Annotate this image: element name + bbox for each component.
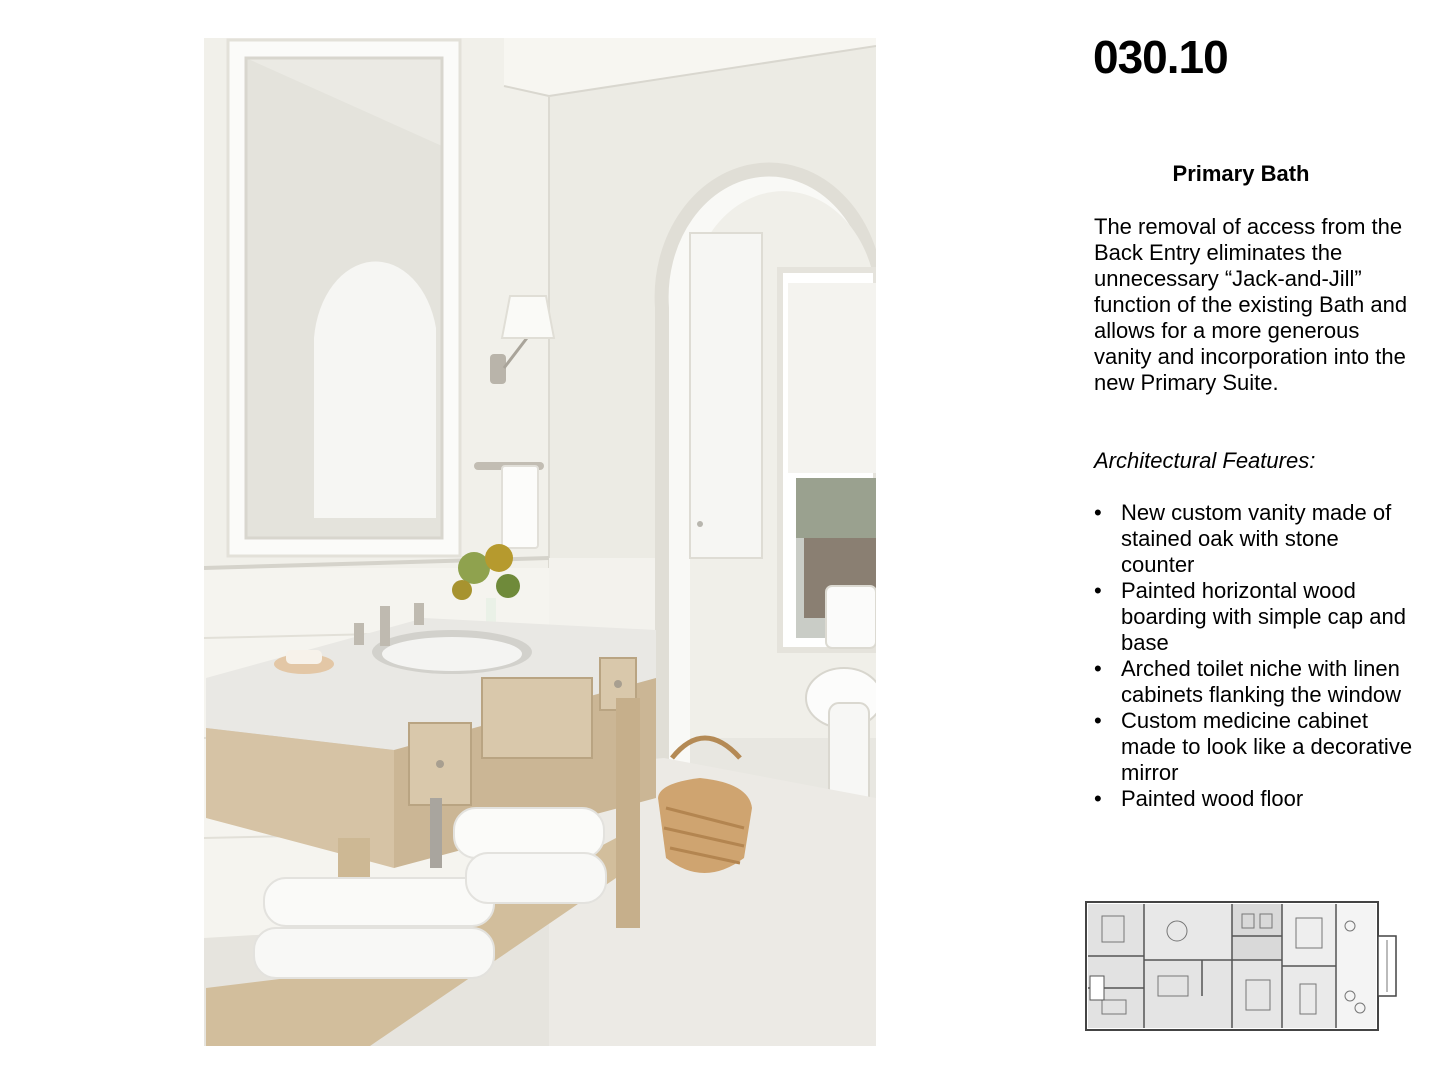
list-item bbox=[1094, 656, 1414, 708]
list-item bbox=[1094, 578, 1414, 656]
description-paragraph: The removal of access from the Back Entry eliminates the unnecessary “Jack-and-Jill” function of the existing Bath and allows for a more generous vanity and incorporation into the new Primary Suite. bbox=[1094, 214, 1408, 395]
feature-text: Painted wood floor bbox=[1121, 786, 1304, 811]
features-heading: Architectural Features: bbox=[1094, 448, 1316, 473]
bullet-icon: • bbox=[1094, 578, 1102, 603]
list-item bbox=[1094, 500, 1414, 578]
feature-list bbox=[1094, 500, 1414, 812]
list-item bbox=[1094, 708, 1414, 786]
bullet-icon: • bbox=[1094, 500, 1102, 525]
page-number: 030.10 bbox=[1093, 31, 1228, 83]
bullet-icon: • bbox=[1094, 708, 1102, 733]
list-item bbox=[1094, 786, 1414, 812]
feature-text: Custom medicine cabinet made to look like a decorative mirror bbox=[1121, 708, 1413, 785]
floor-plan-thumbnail bbox=[1082, 896, 1404, 1036]
bullet-icon: • bbox=[1094, 656, 1102, 681]
bathroom-photo bbox=[204, 38, 876, 1046]
feature-text: Arched toilet niche with linen cabinets flanking the window bbox=[1121, 656, 1402, 707]
feature-text: Painted horizontal wood boarding with simple cap and base bbox=[1121, 578, 1406, 655]
section-title: Primary Bath bbox=[1172, 161, 1310, 186]
bullet-icon: • bbox=[1094, 786, 1102, 811]
feature-text: New custom vanity made of stained oak with stone counter bbox=[1121, 500, 1392, 577]
